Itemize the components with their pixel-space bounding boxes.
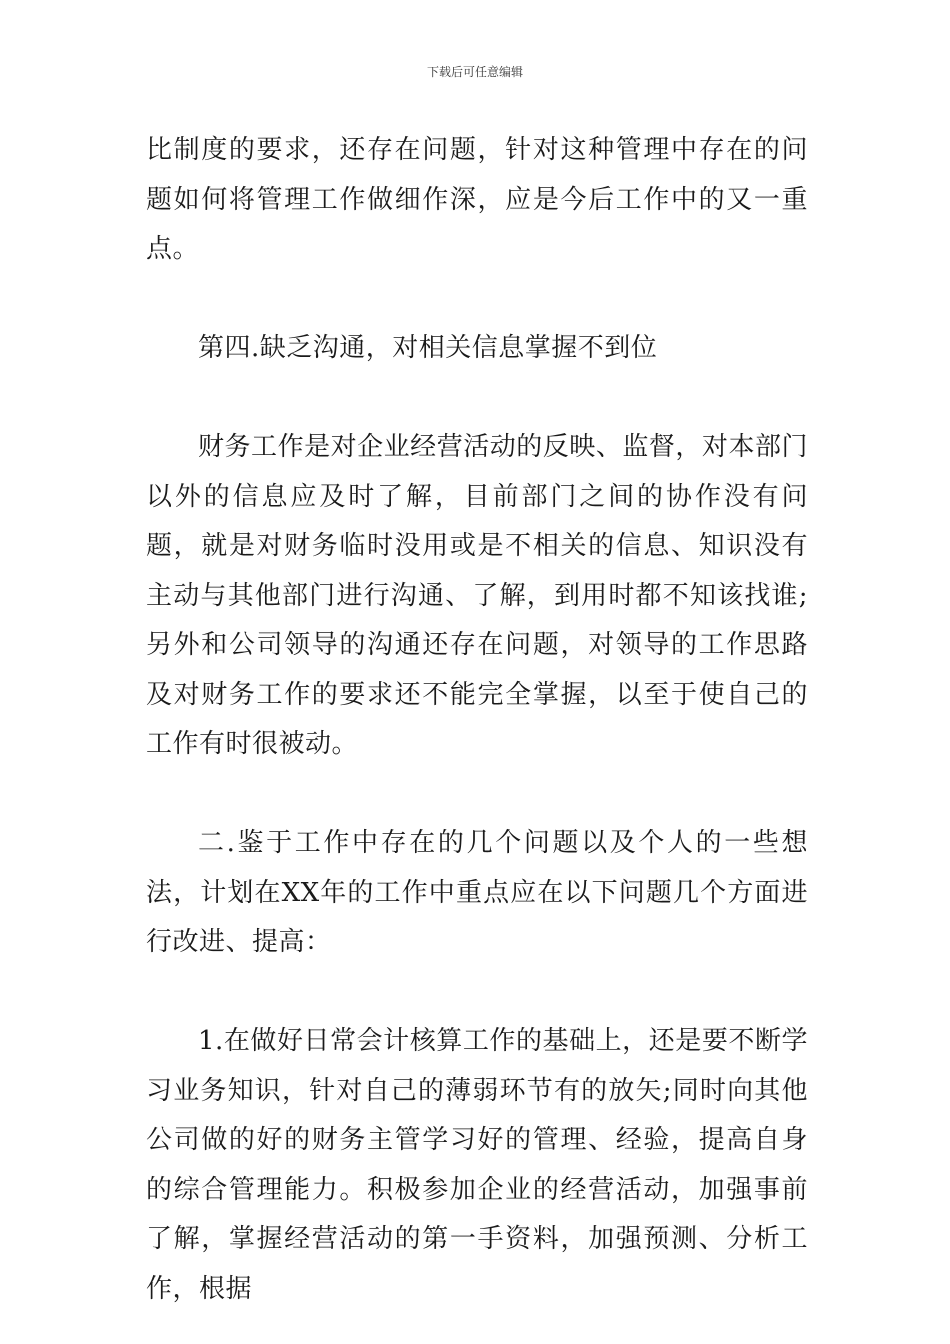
paragraph-item-1: 1.在做好日常会计核算工作的基础上，还是要不断学习业务知识，针对自己的薄弱环节有的放矢;同时向其他公司做的好的财务主管学习好的管理、经验，提高自身的综合管理能力。积极参加企业的经营活动，加强事前了解，掌握经营活动的第一手资料，加强预测、分析工作，根据 [146, 1026, 808, 1304]
section-heading: 第四.缺乏沟通，对相关信息掌握不到位 [198, 333, 658, 363]
document-body [146, 126, 808, 1314]
paragraph-continuation: 比制度的要求，还存在问题，针对这种管理中存在的问题如何将管理工作做细作深，应是今后工作中的又一重点。 [146, 135, 808, 264]
paragraph-plan-intro: 二.鉴于工作中存在的几个问题以及个人的一些想法，计划在XX年的工作中重点应在以下问题几个方面进行改进、提高： [146, 828, 808, 957]
paragraph-communication: 财务工作是对企业经营活动的反映、监督，对本部门以外的信息应及时了解，目前部门之间的协作没有问题，就是对财务临时没用或是不相关的信息、知识没有主动与其他部门进行沟通、了解，到用时都不知该找谁;另外和公司领导的沟通还存在问题，对领导的工作思路及对财务工作的要求还不能完全掌握，以至于使自己的工作有时很被动。 [146, 432, 808, 759]
paragraph-gap [146, 968, 808, 1018]
page-header: 下载后可任意编辑 [426, 65, 523, 79]
paragraph-gap [146, 770, 808, 820]
paragraph-gap [146, 374, 808, 424]
paragraph-gap [146, 275, 808, 325]
